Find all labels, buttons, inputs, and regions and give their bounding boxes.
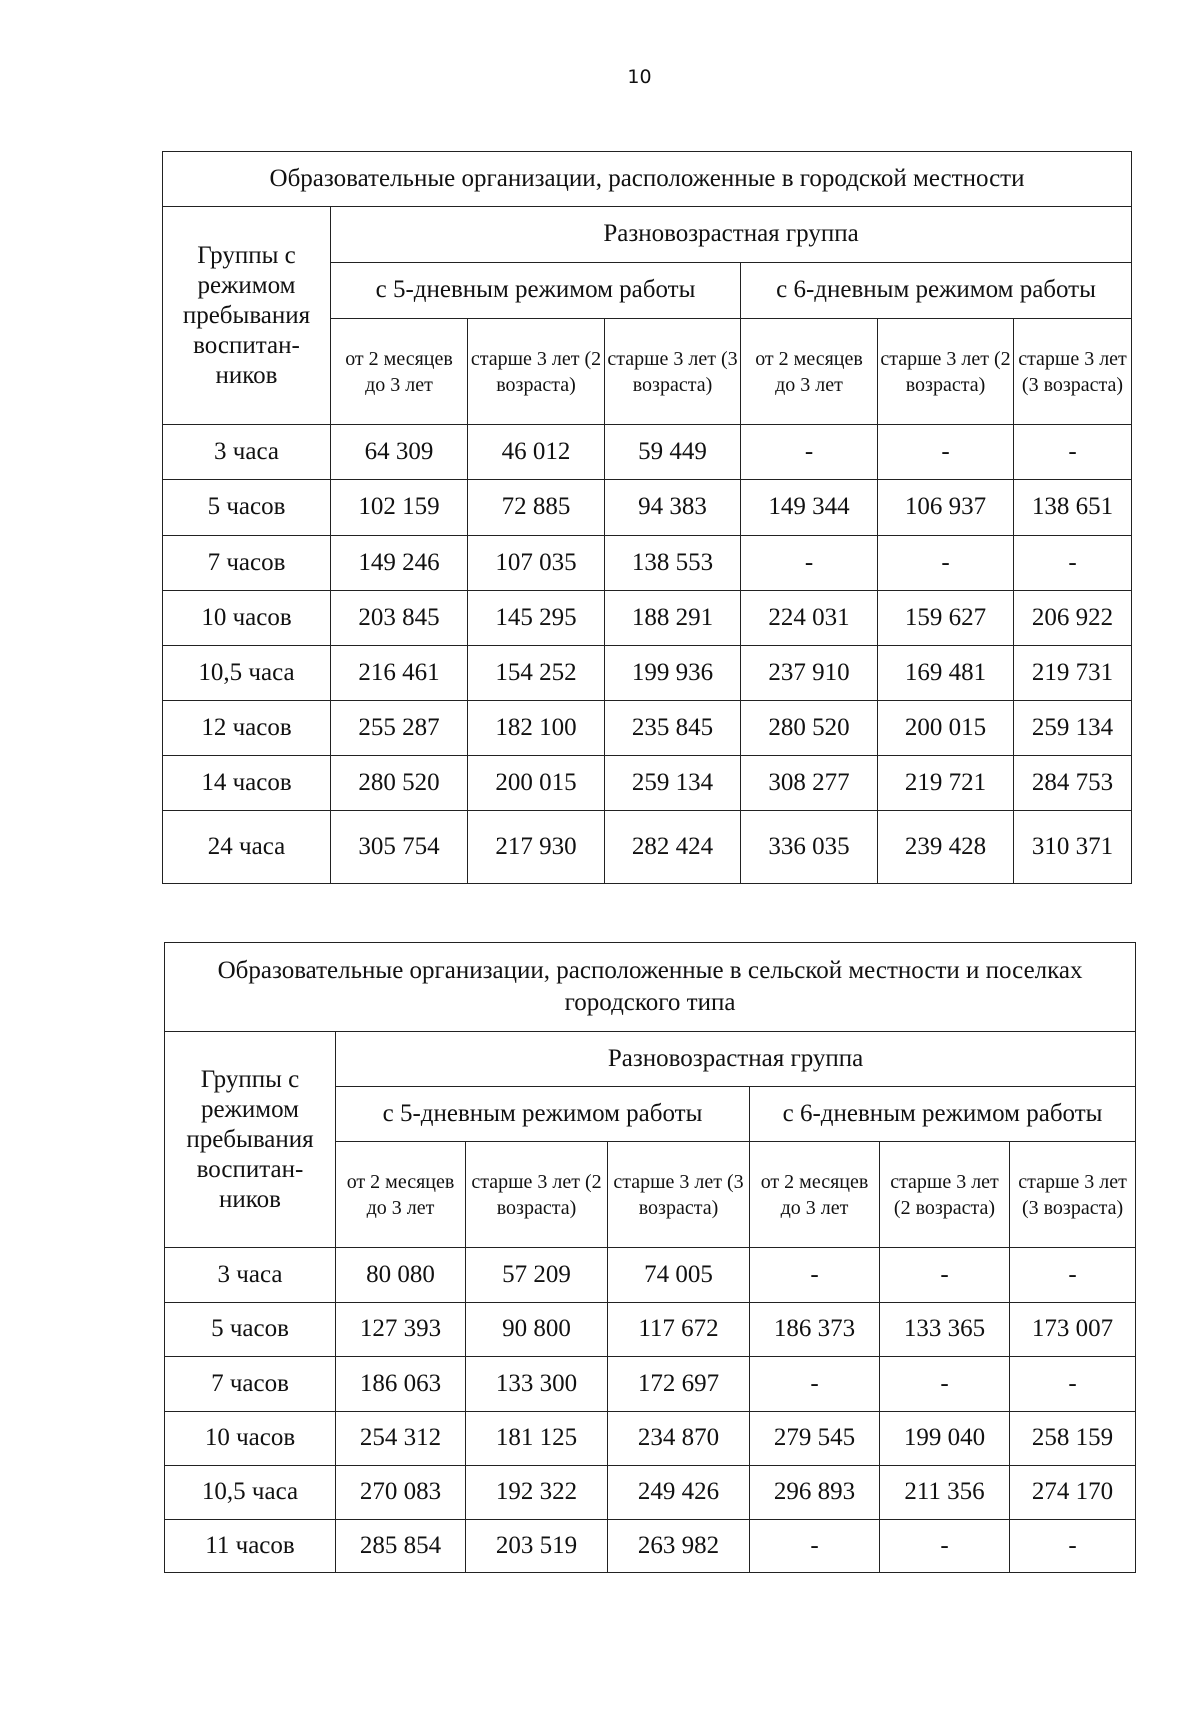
schedule-header-6day: с 6-дневным режимом работы bbox=[750, 1087, 1136, 1142]
table-cell: 74 005 bbox=[608, 1248, 750, 1303]
page-number: 10 bbox=[627, 66, 652, 88]
table-row bbox=[165, 1412, 1136, 1466]
table-cell: 219 721 bbox=[878, 756, 1014, 811]
row-label: 11 часов bbox=[165, 1520, 336, 1573]
table-cell: 46 012 bbox=[468, 425, 605, 480]
age-header: от 2 месяцев до 3 лет bbox=[331, 319, 468, 425]
table-cell: 57 209 bbox=[466, 1248, 608, 1303]
table-cell: 127 393 bbox=[336, 1303, 466, 1357]
schedule-header-5day: с 5-дневным режимом работы bbox=[336, 1087, 750, 1142]
table-cell: 72 885 bbox=[468, 480, 605, 536]
table-cell: 186 373 bbox=[750, 1303, 880, 1357]
table-cell: 308 277 bbox=[741, 756, 878, 811]
table-cell: 224 031 bbox=[741, 591, 878, 646]
row-label: 12 часов bbox=[163, 701, 331, 756]
table-cell: 249 426 bbox=[608, 1466, 750, 1520]
row-label: 7 часов bbox=[163, 536, 331, 591]
table-cell: 192 322 bbox=[466, 1466, 608, 1520]
table-cell: 336 035 bbox=[741, 811, 878, 884]
age-header: старше 3 лет (2 возраста) bbox=[878, 319, 1014, 425]
table-cell: 107 035 bbox=[468, 536, 605, 591]
table-row bbox=[165, 1520, 1136, 1573]
table-cell: 216 461 bbox=[331, 646, 468, 701]
table-cell: 203 845 bbox=[331, 591, 468, 646]
group-header: Разновозрастная группа bbox=[336, 1032, 1136, 1087]
table-cell: - bbox=[1010, 1357, 1136, 1412]
table-cell: 255 287 bbox=[331, 701, 468, 756]
table-cell: 270 083 bbox=[336, 1466, 466, 1520]
table-cell: 200 015 bbox=[878, 701, 1014, 756]
table-row bbox=[165, 1357, 1136, 1412]
age-header: старше 3 лет (3 возраста) bbox=[1014, 319, 1132, 425]
table-cell: - bbox=[878, 536, 1014, 591]
table-cell: - bbox=[1010, 1520, 1136, 1573]
table-cell: 234 870 bbox=[608, 1412, 750, 1466]
table-cell: 254 312 bbox=[336, 1412, 466, 1466]
table-cell: - bbox=[750, 1248, 880, 1303]
table-row bbox=[165, 1303, 1136, 1357]
table-cell: - bbox=[750, 1357, 880, 1412]
table-cell: 203 519 bbox=[466, 1520, 608, 1573]
table-cell: 200 015 bbox=[468, 756, 605, 811]
rural-fee-table bbox=[164, 942, 1136, 1573]
table-row bbox=[163, 646, 1132, 701]
row-label: 10 часов bbox=[163, 591, 331, 646]
group-header: Разновозрастная группа bbox=[331, 207, 1132, 263]
table-cell: - bbox=[1014, 536, 1132, 591]
table-cell: 284 753 bbox=[1014, 756, 1132, 811]
table-cell: 237 910 bbox=[741, 646, 878, 701]
row-label: 10 часов bbox=[165, 1412, 336, 1466]
table-cell: 259 134 bbox=[1014, 701, 1132, 756]
table-cell: 133 300 bbox=[466, 1357, 608, 1412]
age-header: старше 3 лет (3 возраста) bbox=[1010, 1142, 1136, 1248]
table-cell: 199 936 bbox=[605, 646, 741, 701]
table-cell: 90 800 bbox=[466, 1303, 608, 1357]
row-label: 24 часа bbox=[163, 811, 331, 884]
table-cell: 235 845 bbox=[605, 701, 741, 756]
table-cell: - bbox=[1014, 425, 1132, 480]
table-cell: - bbox=[750, 1520, 880, 1573]
urban-fee-table bbox=[162, 151, 1132, 884]
table-cell: 149 246 bbox=[331, 536, 468, 591]
table-cell: 94 383 bbox=[605, 480, 741, 536]
table-cell: 239 428 bbox=[878, 811, 1014, 884]
row-label: 7 часов bbox=[165, 1357, 336, 1412]
table-row bbox=[165, 1248, 1136, 1303]
table-cell: 199 040 bbox=[880, 1412, 1010, 1466]
table-cell: 219 731 bbox=[1014, 646, 1132, 701]
row-label: 10,5 часа bbox=[163, 646, 331, 701]
table-cell: 211 356 bbox=[880, 1466, 1010, 1520]
table-cell: 80 080 bbox=[336, 1248, 466, 1303]
table-row bbox=[163, 480, 1132, 536]
table-cell: 280 520 bbox=[331, 756, 468, 811]
table-cell: 159 627 bbox=[878, 591, 1014, 646]
table-cell: - bbox=[1010, 1248, 1136, 1303]
row-label: 5 часов bbox=[163, 480, 331, 536]
schedule-header-6day: с 6-дневным режимом работы bbox=[741, 263, 1132, 319]
table-row bbox=[163, 756, 1132, 811]
table-cell: 263 982 bbox=[608, 1520, 750, 1573]
row-label: 3 часа bbox=[163, 425, 331, 480]
row-header: Группы с режимом пребывания воспитан-ников bbox=[163, 207, 331, 425]
table-cell: 138 651 bbox=[1014, 480, 1132, 536]
age-header: от 2 месяцев до 3 лет bbox=[750, 1142, 880, 1248]
table-cell: 188 291 bbox=[605, 591, 741, 646]
table-cell: - bbox=[880, 1248, 1010, 1303]
table-cell: 172 697 bbox=[608, 1357, 750, 1412]
table-cell: 186 063 bbox=[336, 1357, 466, 1412]
table-cell: - bbox=[880, 1520, 1010, 1573]
table-cell: 280 520 bbox=[741, 701, 878, 756]
table-cell: 310 371 bbox=[1014, 811, 1132, 884]
row-label: 3 часа bbox=[165, 1248, 336, 1303]
table-cell: 102 159 bbox=[331, 480, 468, 536]
age-header: старше 3 лет (2 возраста) bbox=[880, 1142, 1010, 1248]
table-cell: 64 309 bbox=[331, 425, 468, 480]
table-title: Образовательные организации, расположенные в городской местности bbox=[163, 152, 1132, 207]
table-cell: - bbox=[878, 425, 1014, 480]
table-cell: 285 854 bbox=[336, 1520, 466, 1573]
table-row bbox=[163, 425, 1132, 480]
table-cell: 217 930 bbox=[468, 811, 605, 884]
table-title: Образовательные организации, расположенные в сельской местности и поселках городского типа bbox=[165, 943, 1136, 1032]
table-cell: 117 672 bbox=[608, 1303, 750, 1357]
table-row bbox=[163, 536, 1132, 591]
table-cell: 206 922 bbox=[1014, 591, 1132, 646]
table-cell: 182 100 bbox=[468, 701, 605, 756]
table-cell: 173 007 bbox=[1010, 1303, 1136, 1357]
table-cell: 154 252 bbox=[468, 646, 605, 701]
table-cell: 106 937 bbox=[878, 480, 1014, 536]
age-header: старше 3 лет (3 возраста) bbox=[605, 319, 741, 425]
row-label: 5 часов bbox=[165, 1303, 336, 1357]
age-header: старше 3 лет (2 возраста) bbox=[466, 1142, 608, 1248]
schedule-header-5day: с 5-дневным режимом работы bbox=[331, 263, 741, 319]
table-cell: 133 365 bbox=[880, 1303, 1010, 1357]
table-cell: 138 553 bbox=[605, 536, 741, 591]
table-row bbox=[165, 1466, 1136, 1520]
table-cell: 258 159 bbox=[1010, 1412, 1136, 1466]
table-cell: 169 481 bbox=[878, 646, 1014, 701]
row-header: Группы с режимом пребывания воспитан-ников bbox=[165, 1032, 336, 1248]
age-header: старше 3 лет (3 возраста) bbox=[608, 1142, 750, 1248]
age-header: от 2 месяцев до 3 лет bbox=[741, 319, 878, 425]
table-cell: - bbox=[880, 1357, 1010, 1412]
row-label: 14 часов bbox=[163, 756, 331, 811]
table-cell: 296 893 bbox=[750, 1466, 880, 1520]
table-cell: 259 134 bbox=[605, 756, 741, 811]
table-cell: 274 170 bbox=[1010, 1466, 1136, 1520]
table-cell: 59 449 bbox=[605, 425, 741, 480]
table-cell: 149 344 bbox=[741, 480, 878, 536]
table-row bbox=[163, 591, 1132, 646]
table-cell: 282 424 bbox=[605, 811, 741, 884]
table-cell: 145 295 bbox=[468, 591, 605, 646]
table-row bbox=[163, 701, 1132, 756]
row-label: 10,5 часа bbox=[165, 1466, 336, 1520]
age-header: от 2 месяцев до 3 лет bbox=[336, 1142, 466, 1248]
table-cell: - bbox=[741, 536, 878, 591]
table-cell: 305 754 bbox=[331, 811, 468, 884]
table-cell: 181 125 bbox=[466, 1412, 608, 1466]
age-header: старше 3 лет (2 возраста) bbox=[468, 319, 605, 425]
table-cell: 279 545 bbox=[750, 1412, 880, 1466]
table-cell: - bbox=[741, 425, 878, 480]
table-row bbox=[163, 811, 1132, 884]
